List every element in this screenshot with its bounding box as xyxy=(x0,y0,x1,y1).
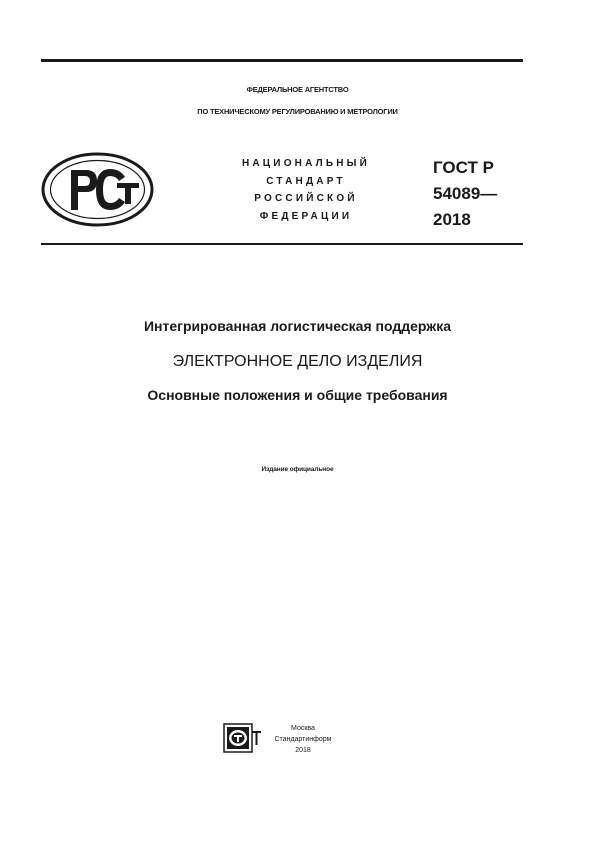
top-rule xyxy=(41,59,523,62)
agency-name-line-2: ПО ТЕХНИЧЕСКОМУ РЕГУЛИРОВАНИЮ И МЕТРОЛОГИИ xyxy=(197,107,398,116)
bottom-rule xyxy=(41,243,523,245)
publisher-city: Москва xyxy=(291,725,315,732)
publisher-year: 2018 xyxy=(295,747,311,754)
gost-line-2: 54089— xyxy=(433,184,498,203)
agency-name-line-1: ФЕДЕРАЛЬНОЕ АГЕНТСТВО xyxy=(246,85,349,94)
standartinform-logo-icon xyxy=(223,723,263,753)
gost-designation xyxy=(433,155,497,233)
standard-line-1: НАЦИОНАЛЬНЫЙ xyxy=(241,158,371,169)
standard-line-3: РОССИЙСКОЙ xyxy=(254,193,358,204)
rst-certification-mark-icon xyxy=(41,152,154,227)
publisher-name: Стандартинформ xyxy=(274,736,332,743)
standard-line-4: ФЕДЕРАЦИИ xyxy=(259,210,353,222)
gost-line-1: ГОСТ Р xyxy=(433,158,494,177)
national-standard-label xyxy=(226,155,386,225)
standard-line-2: СТАНДАРТ xyxy=(266,175,346,187)
gost-line-3: 2018 xyxy=(433,210,471,229)
publisher-imprint xyxy=(262,723,344,756)
document-subtitle: Основные положения и общие требования xyxy=(147,387,448,403)
document-subject: Интегрированная логистическая поддержка xyxy=(143,318,451,334)
edition-note: Издание официальное xyxy=(261,466,334,473)
document-title: ЭЛЕКТРОННОЕ ДЕЛО ИЗДЕЛИЯ xyxy=(172,353,423,370)
